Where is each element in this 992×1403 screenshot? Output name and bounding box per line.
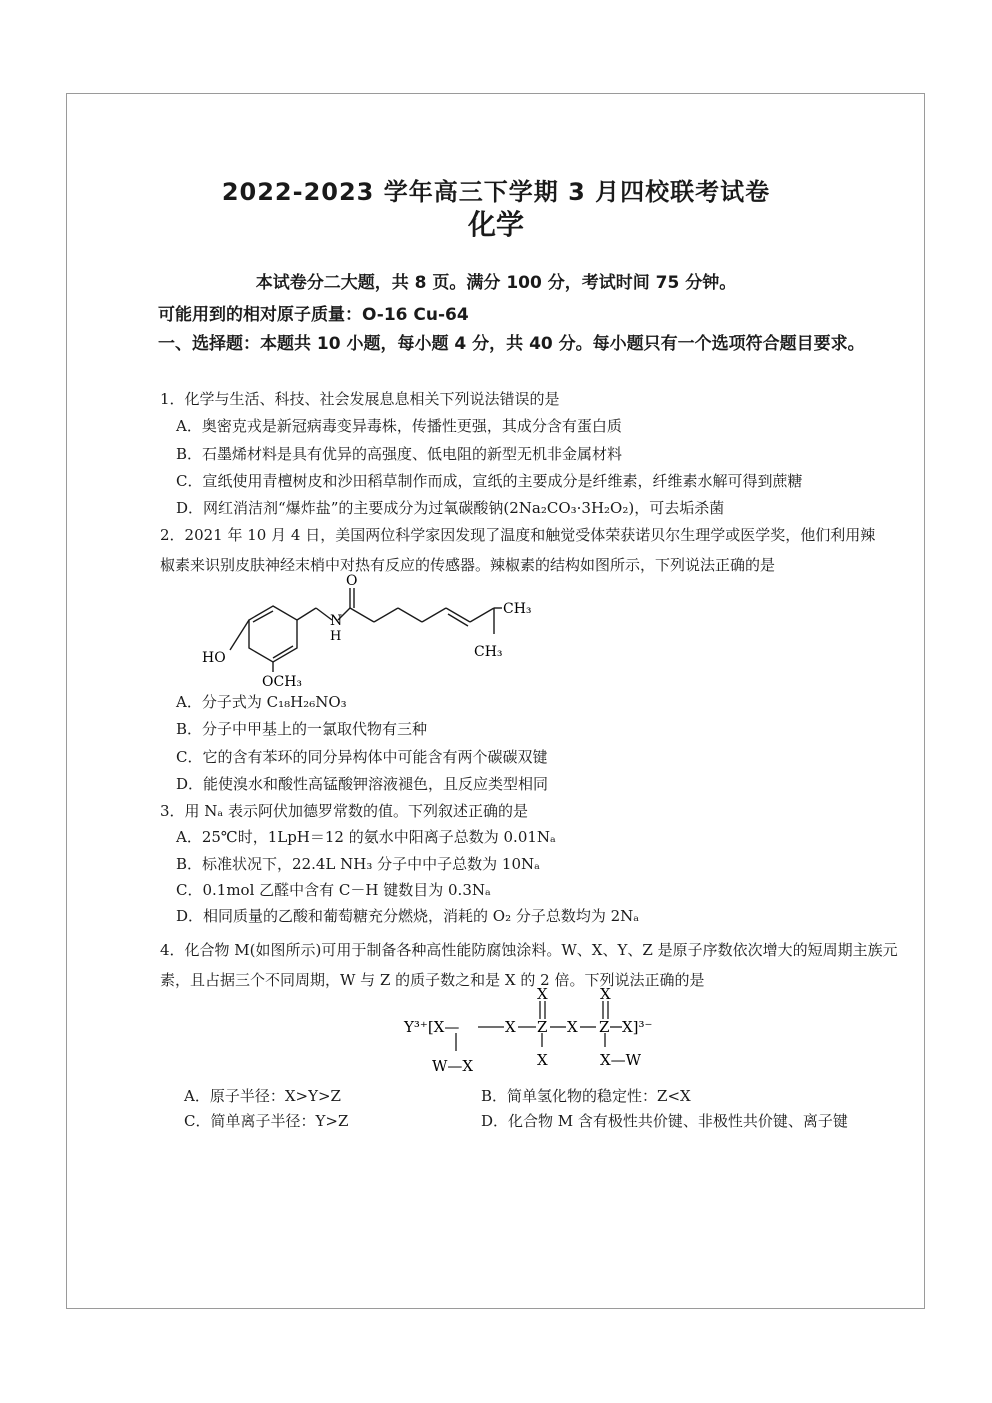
question-3-option-b: B．标准状况下，22.4L NH₃ 分子中中子总数为 10Nₐ [176, 855, 540, 873]
question-2-option-c: C．它的含有苯环的同分异构体中可能含有两个碳碳双键 [176, 748, 548, 766]
question-1-option-b: B．石墨烯材料是具有优异的高强度、低电阻的新型无机非金属材料 [176, 445, 623, 463]
z-atom-a-label: Z [537, 1018, 548, 1036]
question-1-option-c: C．宣纸使用青檀树皮和沙田稻草制作而成，宣纸的主要成分是纤维素，纤维素水解可得到蔗糖 [176, 472, 803, 490]
carbonyl-oxygen-label: O [346, 573, 358, 589]
amide-hydrogen-label: H [330, 629, 342, 644]
x-atom-b-label: X [567, 1018, 578, 1036]
capsaicin-structure [190, 572, 550, 692]
amide-nitrogen-label: N [330, 613, 343, 629]
x-top-2-label: X [600, 985, 611, 1003]
atomic-masses: 可能用到的相对原子质量：O-16 Cu-64 [158, 305, 469, 325]
question-3-option-c: C．0.1mol 乙醛中含有 C－H 键数目为 0.3Nₐ [176, 881, 491, 899]
y-cation-label: Y³⁺[X— [404, 1018, 460, 1036]
x-bottom-2-label: X—W [600, 1051, 642, 1069]
upper-methyl-label: CH₃ [503, 601, 532, 617]
w-x-label: W—X [432, 1057, 474, 1075]
question-2-option-d: D．能使溴水和酸性高锰酸钾溶液褪色，且反应类型相同 [176, 775, 549, 793]
question-1-option-a: A．奥密克戎是新冠病毒变异毒株，传播性更强，其成分含有蛋白质 [176, 417, 622, 435]
exam-info: 本试卷分二大题，共 8 页。满分 100 分，考试时间 75 分钟。 [255, 273, 737, 293]
section-heading: 一、选择题：本题共 10 小题，每小题 4 分，共 40 分。每小题只有一个选项符合题目要求。 [158, 334, 865, 354]
question-4-option-d: D．化合物 M 含有极性共价键、非极性共价键、离子键 [481, 1112, 848, 1130]
question-3-option-d: D．相同质量的乙酸和葡萄糖充分燃烧，消耗的 O₂ 分子总数均为 2Nₐ [176, 907, 640, 925]
question-2-stem: 2．2021 年 10 月 4 日，美国两位科学家因发现了温度和触觉受体荣获诺贝尔生理学或医学奖，他们利用辣椒素来识别皮肤神经末梢中对热有反应的传感器。辣椒素的结构如图所示，下列说法正确的是 [160, 526, 876, 574]
question-4-stem: 4．化合物 M(如图所示)可用于制备各种高性能防腐蚀涂料。W、X、Y、Z 是原子序数依次增大的短周期主族元素，且占据三个不同周期，W 与 Z 的质子数之和是 X 的 2 倍。下列说法正确的是 [160, 941, 898, 989]
question-2-option-a: A．分子式为 C₁₈H₂₆NO₃ [176, 693, 347, 711]
question-2-option-b: B．分子中甲基上的一氯取代物有三种 [176, 720, 428, 738]
question-1-option-d: D．网红消洁剂“爆炸盐”的主要成分为过氧碳酸钠(2Na₂CO₃·3H₂O₂)，可去垢杀菌 [176, 499, 725, 517]
exam-title: 2022-2023 学年高三下学期 3 月四校联考试卷 [221, 178, 771, 206]
methoxy-label: OCH₃ [262, 674, 303, 690]
x-atom-a-label: X [505, 1018, 516, 1036]
question-4-option-b: B．简单氢化物的稳定性：Z<X [481, 1087, 691, 1105]
hydroxyl-label: HO [202, 650, 226, 666]
x-bottom-1-label: X [537, 1051, 548, 1069]
question-4-option-c: C．简单离子半径：Y>Z [184, 1112, 349, 1130]
question-4-option-a: A．原子半径：X>Y>Z [184, 1087, 341, 1105]
compound-m-structure [400, 985, 660, 1077]
x-top-1-label: X [537, 985, 548, 1003]
z-atom-b-label: Z [599, 1018, 610, 1036]
question-3-stem: 3．用 Nₐ 表示阿伏加德罗常数的值。下列叙述正确的是 [160, 802, 528, 820]
question-1-stem: 1．化学与生活、科技、社会发展息息相关下列说法错误的是 [160, 390, 560, 408]
lower-methyl-label: CH₃ [474, 644, 503, 660]
exam-subject: 化学 [467, 208, 524, 241]
x-end-label: X]³⁻ [622, 1018, 653, 1036]
question-3-option-a: A．25℃时，1LpH＝12 的氨水中阳离子总数为 0.01Nₐ [176, 828, 556, 846]
